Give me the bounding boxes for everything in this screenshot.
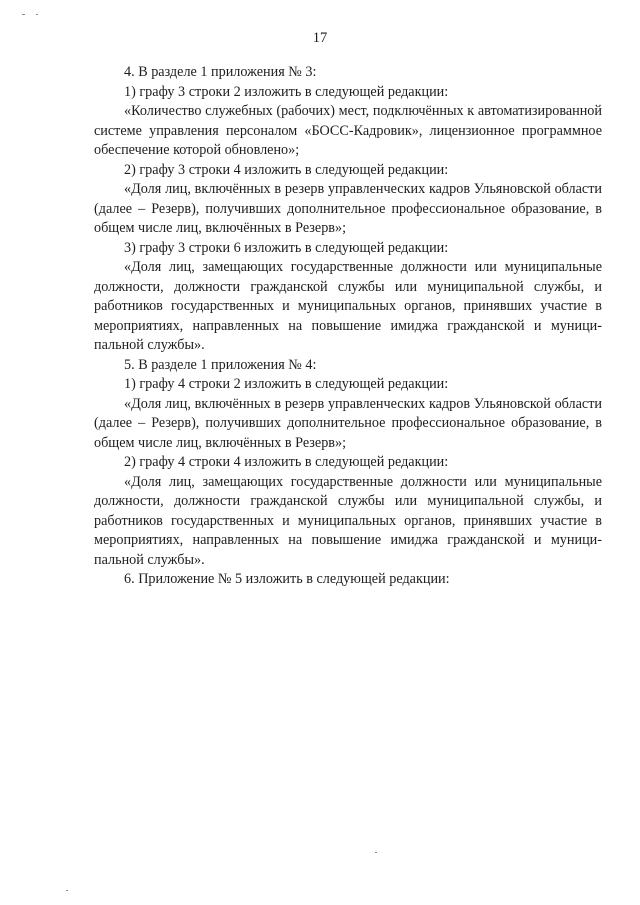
scan-speck xyxy=(36,14,38,15)
scan-speck xyxy=(375,852,377,853)
item-2-text: «Доля лиц, включённых в резерв управленческих кадров Ульяновской области (далее – Резерв), получивших дополнительное профессиональное образование, в общем числе лиц, включённых в Резерв»; xyxy=(94,181,602,236)
item-3-instruction: 3) графу 3 строки 6 изложить в следующей редакции: xyxy=(124,239,449,256)
item-1-instruction: 1) графу 3 строки 2 изложить в следующей редакции: xyxy=(124,83,449,100)
item-3-text: «Доля лиц, замещающих государственные должности или муниципальные должности, должности гражданской службы или муниципальной службы, и работников государственных и муниципальных органов, принявших участие в мероприятиях, направленных на повышение имиджа гражданской и муниципальной службы». xyxy=(94,259,602,353)
item-2-instruction: 2) графу 4 строки 4 изложить в следующей редакции: xyxy=(124,454,449,470)
item-1-text: «Количество служебных (рабочих) мест, подключённых к автоматизированной системе управления персоналом «БОСС-Кадровик», лицензионное программное обеспечение которой обновлено»; xyxy=(94,103,602,158)
section-4-heading: 4. В разделе 1 приложения № 3: xyxy=(124,64,317,80)
section-6-heading: 6. Приложение № 5 изложить в следующей редакции: xyxy=(124,571,450,587)
item-1-instruction: 1) графу 4 строки 2 изложить в следующей редакции: xyxy=(124,376,449,392)
scan-speck xyxy=(66,890,68,891)
item-1-text: «Доля лиц, включённых в резерв управленческих кадров Ульяновской области (далее – Резерв), получивших дополнительное профессиональное образование, в общем числе лиц, включённых в Резерв»; xyxy=(94,395,602,451)
page-number: 17 xyxy=(312,30,328,46)
scan-speck xyxy=(22,14,25,15)
item-2-instruction: 2) графу 3 строки 4 изложить в следующей редакции: xyxy=(124,161,449,178)
document-body xyxy=(94,63,602,590)
section-5-heading: 5. В разделе 1 приложения № 4: xyxy=(124,356,317,373)
item-2-text: «Доля лиц, замещающих государственные должности или муниципальные должности, должности гражданской службы или муниципальной службы, и работников государственных и муниципальных органов, принявших участие в мероприятиях, направленных на повышение имиджа гражданской и муниципальной службы». xyxy=(94,473,602,568)
